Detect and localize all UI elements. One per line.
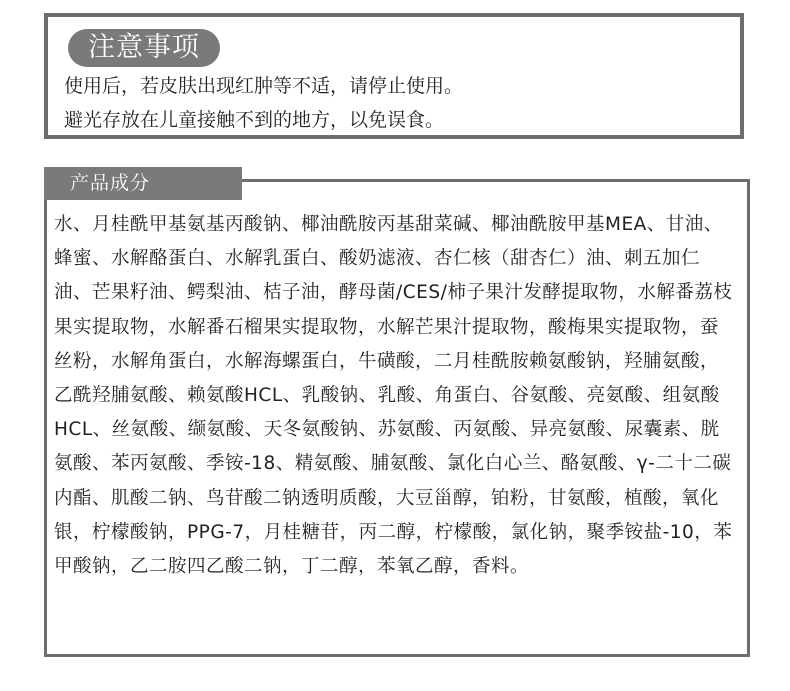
notice-title: 注意事项 xyxy=(68,29,220,67)
ingredients-title: 产品成分 xyxy=(44,167,242,200)
notice-panel xyxy=(44,13,744,139)
ingredients-list: 水、月桂酰甲基氨基丙酸钠、椰油酰胺丙基甜菜碱、椰油酰胺甲基MEA、甘油、蜂蜜、水解酪蛋白、水解乳蛋白、酸奶滤液、杏仁核（甜杏仁）油、刺五加仁油、芒果籽油、鳄梨油、桔子油，酵母菌/CES/柿子果汁发酵提取物，水解番荔枝果实提取物，水解番石榴果实提取物，水解芒果汁提取物，酸梅果实提取物，蚕丝粉，水解角蛋白，水解海螺蛋白，牛磺酸，二月桂酰胺赖氨酸钠，羟脯氨酸，乙酰羟脯氨酸、赖氨酸HCL、乳酸钠、乳酸、角蛋白、谷氨酸、亮氨酸、组氨酸HCL、丝氨酸、缬氨酸、天冬氨酸钠、苏氨酸、丙氨酸、异亮氨酸、尿囊素、胱氨酸、苯丙氨酸、季铵-18、精氨酸、脯氨酸、氯化白心兰、酪氨酸、γ-二十二碳内酯、肌酸二钠、鸟苷酸二钠透明质酸，大豆甾醇，铂粉，甘氨酸，植酸，氧化银，柠檬酸钠，PPG-7，月桂糖苷，丙二醇，柠檬酸，氯化钠，聚季铵盐-10，苯甲酸钠，乙二胺四乙酸二钠，丁二醇，苯氧乙醇，香料。 xyxy=(54,214,733,578)
notice-line-1: 使用后，若皮肤出现红肿等不适，请停止使用。 xyxy=(64,75,464,97)
notice-line-2: 避光存放在儿童接触不到的地方，以免误食。 xyxy=(64,109,445,131)
